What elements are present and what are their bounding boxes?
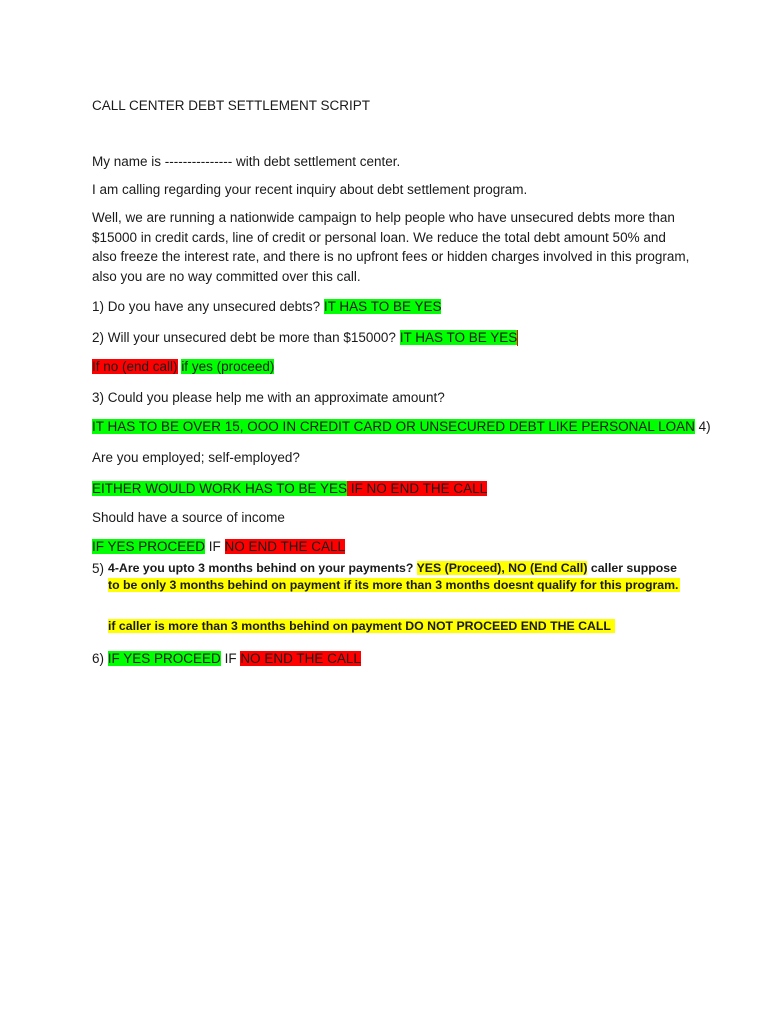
income-outcome xyxy=(92,538,345,556)
outcome-yes: if yes (proceed) xyxy=(181,359,275,374)
question-5-warning: if caller is more than 3 months behind on payment DO NOT PROCEED END THE CALL xyxy=(108,619,615,633)
intro-name-line: My name is --------------- with debt settlement center. xyxy=(92,154,401,169)
question-2 xyxy=(92,329,518,347)
question-5-note xyxy=(108,577,682,594)
question-3: 3) Could you please help me with an approximate amount? xyxy=(92,390,445,405)
question-5-warning-line xyxy=(108,618,682,635)
question-2-text: 2) Will your unsecured debt be more than $15000? xyxy=(92,330,396,345)
document-title: CALL CENTER DEBT SETTLEMENT SCRIPT xyxy=(92,98,371,113)
question-6-yes: IF YES PROCEED xyxy=(107,651,221,666)
question-4-answer-yes: EITHER WOULD WORK HAS TO BE YES xyxy=(92,481,348,496)
question-6 xyxy=(92,650,361,668)
income-line: Should have a source of income xyxy=(92,510,285,525)
question-5-number: 5) xyxy=(92,561,105,576)
question-6-if: IF xyxy=(220,651,241,666)
question-5-note-text: to be only 3 months behind on payment if its more than 3 months doesnt qualify for this program. xyxy=(108,578,679,592)
question-5-options: YES (Proceed), NO (End Call) xyxy=(416,561,588,575)
question-3-answer-line xyxy=(92,418,711,436)
question-1-answer: IT HAS TO BE YES xyxy=(323,299,442,314)
question-6-no: NO END THE CALL xyxy=(240,651,361,666)
question-4-answer-line xyxy=(92,480,487,498)
question-1 xyxy=(92,298,441,316)
income-outcome-if: IF xyxy=(205,539,225,554)
income-outcome-no: NO END THE CALL xyxy=(224,539,346,554)
text-cursor xyxy=(517,330,518,346)
question-6-number: 6) xyxy=(92,651,105,666)
question-4-number: 4) xyxy=(694,419,711,434)
question-4-answer-no: IF NO END THE CALL xyxy=(347,481,488,496)
outcome-no: If no (end call) xyxy=(92,359,178,374)
question-1-text: 1) Do you have any unsecured debts? xyxy=(92,299,321,314)
question-5-text: 4-Are you upto 3 months behind on your payments? xyxy=(108,561,414,575)
income-outcome-yes: IF YES PROCEED xyxy=(92,539,206,554)
question-2-outcome xyxy=(92,358,274,376)
question-3-answer: IT HAS TO BE OVER 15, OOO IN CREDIT CARD OR UNSECURED DEBT LIKE PERSONAL LOAN xyxy=(92,419,695,434)
campaign-paragraph: Well, we are running a nationwide campaign to help people who have unsecured debts more than $15000 in credit cards, line of credit or personal loan. We reduce the total debt amount 50% and also freeze the interest rate, and there is no upfront fees or hidden charges involved in this program, also you are no way committed over this call. xyxy=(92,210,690,284)
question-5-block xyxy=(108,560,682,577)
question-5-note-start: caller suppose xyxy=(587,561,677,575)
question-2-answer: IT HAS TO BE YES xyxy=(399,330,518,345)
intro-calling-line: I am calling regarding your recent inquiry about debt settlement program. xyxy=(92,182,528,197)
question-4: Are you employed; self-employed? xyxy=(92,450,300,465)
